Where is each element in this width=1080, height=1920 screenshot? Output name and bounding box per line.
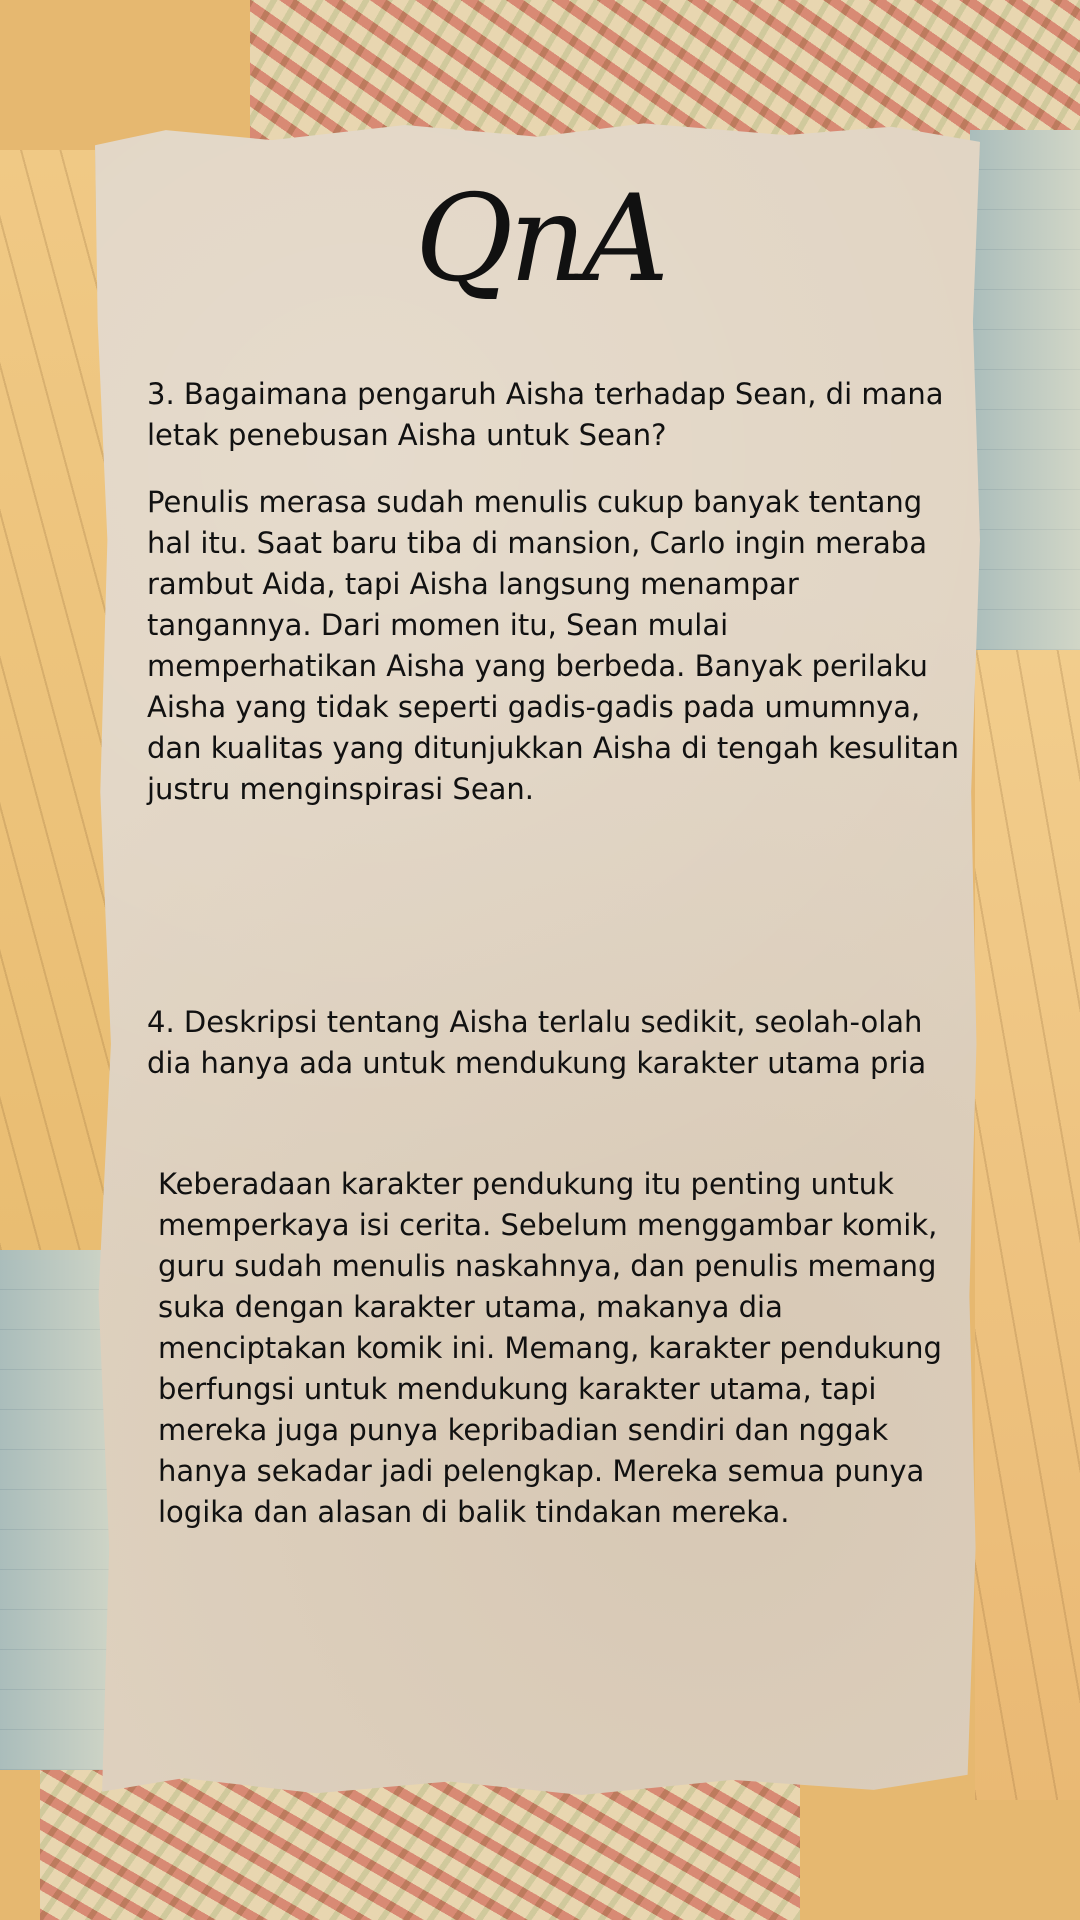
answer-4: Keberadaan karakter pendukung itu penting untuk memperkaya isi cerita. Sebelum menggambar komik, guru sudah menulis naskahnya, dan penulis memang suka dengan karakter utama, makanya dia menciptakan komik ini. Memang, karakter pendukung berfungsi untuk mendukung karakter utama, tapi mereka juga punya kepribadian sendiri dan nggak hanya sekadar jadi pelengkap. Mereka semua punya logika dan alasan di balik tindakan mereka.: [158, 1167, 942, 1529]
question-3: 3. Bagaimana pengaruh Aisha terhadap Sean, di mana letak penebusan Aisha untuk Sean?: [147, 377, 944, 452]
question-4: 4. Deskripsi tentang Aisha terlalu sedikit, seolah-olah dia hanya ada untuk mendukung karakter utama pria: [147, 1005, 927, 1080]
page-title: QnA: [414, 170, 666, 309]
vintage-map-bottom-decoration: [40, 1770, 800, 1920]
answer-3: Penulis merasa sudah menulis cukup banyak tentang hal itu. Saat baru tiba di mansion, Carlo ingin meraba rambut Aida, tapi Aisha langsung menampar tangannya. Dari momen itu, Sean mulai memperhatikan Aisha yang berbeda. Banyak perilaku Aisha yang tidak seperti gadis-gadis pada umumnya, dan kualitas yang ditunjukkan Aisha di tengah kesulitan justru menginspirasi Sean.: [147, 485, 959, 806]
handwritten-letter-right-decoration: [975, 650, 1080, 1800]
torn-paper-card: [95, 120, 980, 1800]
